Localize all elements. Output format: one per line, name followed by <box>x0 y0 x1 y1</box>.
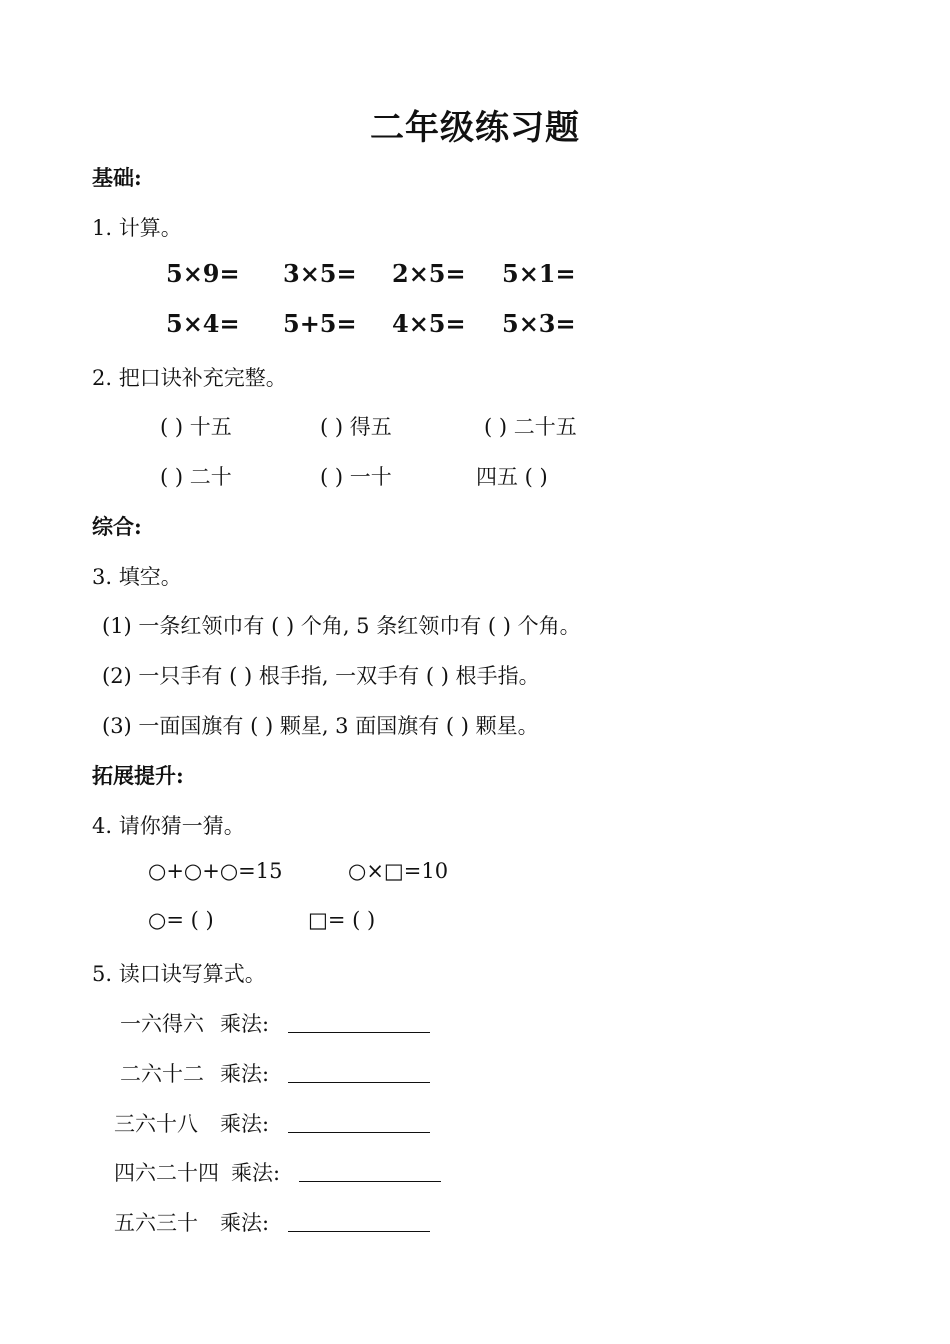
section-heading-basic: 基础: <box>92 165 142 190</box>
verse-blank: 四五 ( ) <box>476 465 548 489</box>
verse-blank: ( ) 十五 <box>160 415 232 439</box>
answer-line[interactable] <box>288 1112 430 1137</box>
multiply-label: 乘法: <box>220 1211 270 1235</box>
multiply-label: 乘法: <box>231 1161 281 1185</box>
question-2-label: 2. 把口诀补充完整。 <box>92 366 287 390</box>
calc-item: 2×5= <box>392 259 466 288</box>
multiply-label: 乘法: <box>220 1012 270 1036</box>
fill-blank-item: (1) 一条红领巾有 ( ) 个角, 5 条红领巾有 ( ) 个角。 <box>102 614 581 638</box>
question-4-label: 4. 请你猜一猜。 <box>92 814 245 838</box>
calc-item: 5×4= <box>166 309 240 338</box>
calc-item: 5×3= <box>502 309 576 338</box>
fill-blank-item: (3) 一面国旗有 ( ) 颗星, 3 面国旗有 ( ) 颗星。 <box>102 714 539 738</box>
multiply-label: 乘法: <box>220 1112 270 1136</box>
page-title: 二年级练习题 <box>370 108 580 148</box>
verse-text: 一六得六 <box>120 1012 204 1036</box>
question-5-label: 5. 读口诀写算式。 <box>92 962 266 986</box>
calc-item: 5×1= <box>502 259 576 288</box>
answer-line[interactable] <box>288 1211 430 1236</box>
verse-text: 二六十二 <box>120 1062 204 1086</box>
question-3-label: 3. 填空。 <box>92 565 182 589</box>
answer-line[interactable] <box>288 1062 430 1087</box>
verse-blank: ( ) 二十五 <box>484 415 577 439</box>
verse-text: 三六十八 <box>114 1112 198 1136</box>
guess-equation: ○×□=10 <box>348 859 449 883</box>
verse-blank: ( ) 一十 <box>320 465 392 489</box>
verse-text: 四六二十四 <box>114 1161 219 1185</box>
multiply-label: 乘法: <box>220 1062 270 1086</box>
calc-item: 5+5= <box>283 309 357 338</box>
answer-line[interactable] <box>288 1012 430 1037</box>
answer-line[interactable] <box>299 1161 441 1186</box>
calc-item: 5×9= <box>166 259 240 288</box>
guess-answer: ○= ( ) <box>148 908 214 932</box>
fill-blank-item: (2) 一只手有 ( ) 根手指, 一双手有 ( ) 根手指。 <box>102 664 540 688</box>
guess-equation: ○+○+○=15 <box>148 859 283 883</box>
verse-blank: ( ) 二十 <box>160 465 232 489</box>
section-heading-extension: 拓展提升: <box>92 763 184 788</box>
calc-item: 4×5= <box>392 309 466 338</box>
guess-answer: □= ( ) <box>308 908 376 932</box>
question-1-label: 1. 计算。 <box>92 216 182 240</box>
section-heading-combined: 综合: <box>92 514 142 539</box>
calc-item: 3×5= <box>283 259 357 288</box>
verse-blank: ( ) 得五 <box>320 415 392 439</box>
verse-text: 五六三十 <box>114 1211 198 1235</box>
